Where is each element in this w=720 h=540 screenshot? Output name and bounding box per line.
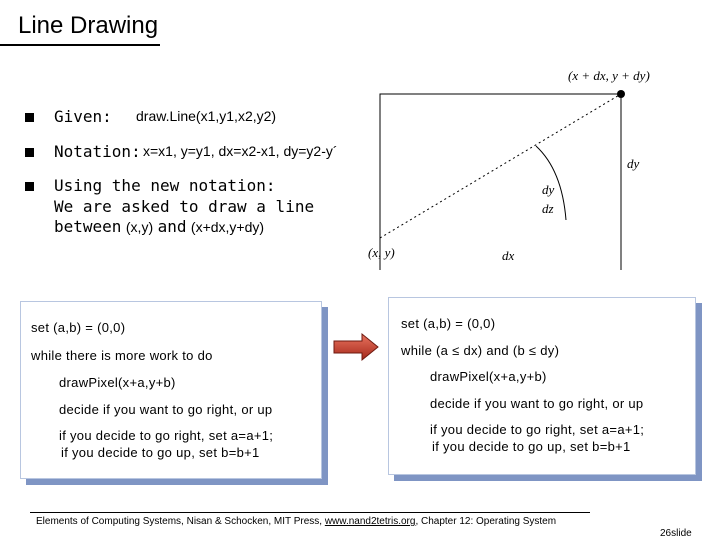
pseudocode-box-left [20, 301, 322, 479]
line-diagram [340, 60, 700, 275]
ratio-bottom-label: dz [542, 201, 554, 216]
endpoint-dot [617, 90, 625, 98]
bullet-square [25, 182, 34, 191]
dy-label: dy [627, 156, 640, 171]
point-xy: (x,y) [125, 219, 154, 235]
using-line2: We are asked to draw a line [54, 197, 315, 216]
endpoint-label: (x + dx, y + dy) [568, 68, 650, 83]
dx-label: dx [502, 248, 515, 263]
page-number: 26slide [660, 528, 692, 539]
and-word: and [157, 217, 187, 236]
code-line: set (a,b) = (0,0) [31, 320, 126, 335]
origin-label: (x, y) [368, 245, 395, 260]
code-line: if you decide to go right, set a=a+1; [59, 428, 274, 443]
dotted-line [380, 94, 621, 238]
page-title: Line Drawing [18, 12, 159, 39]
code-line: drawPixel(x+a,y+b) [430, 369, 547, 384]
notation-value: x=x1, y=y1, dx=x2-x1, dy=y2-y´ [143, 143, 338, 159]
between-word: between [54, 217, 122, 236]
pseudocode-box-right [388, 297, 696, 475]
point-xdx-ydy: (x+dx,y+dy) [190, 219, 265, 235]
given-value: draw.Line(x1,y1,x2,y2) [136, 108, 277, 124]
code-line: if you decide to go up, set b=b+1 [61, 445, 260, 460]
code-line: if you decide to go up, set b=b+1 [432, 439, 631, 454]
using-line1: Using the new notation: [54, 176, 276, 195]
given-label: Given: [54, 107, 112, 126]
code-line: decide if you want to go right, or up [430, 396, 644, 411]
code-line: decide if you want to go right, or up [59, 402, 273, 417]
footer-text-b: , Chapter 12: Operating System [415, 516, 557, 527]
bullet-square [25, 148, 34, 157]
diagram-svg [340, 60, 700, 270]
footer-citation [36, 516, 556, 527]
footer-rule [30, 512, 590, 513]
code-line: while (a ≤ dx) and (b ≤ dy) [401, 343, 560, 358]
code-line: while there is more work to do [31, 348, 213, 363]
footer-text-a: Elements of Computing Systems, Nisan & Schocken, MIT Press, [36, 516, 323, 527]
title-underline [0, 44, 160, 46]
code-line: drawPixel(x+a,y+b) [59, 375, 176, 390]
ratio-top-label: dy [542, 182, 555, 197]
using-line3 [54, 217, 264, 237]
notation-label: Notation: [54, 142, 141, 161]
code-line: set (a,b) = (0,0) [401, 316, 496, 331]
diagram-frame [380, 94, 621, 270]
code-line: if you decide to go right, set a=a+1; [430, 422, 645, 437]
arrow-right-icon [332, 332, 382, 362]
footer-link[interactable]: www.nand2tetris.org [324, 516, 416, 527]
bullet-square [25, 113, 34, 122]
